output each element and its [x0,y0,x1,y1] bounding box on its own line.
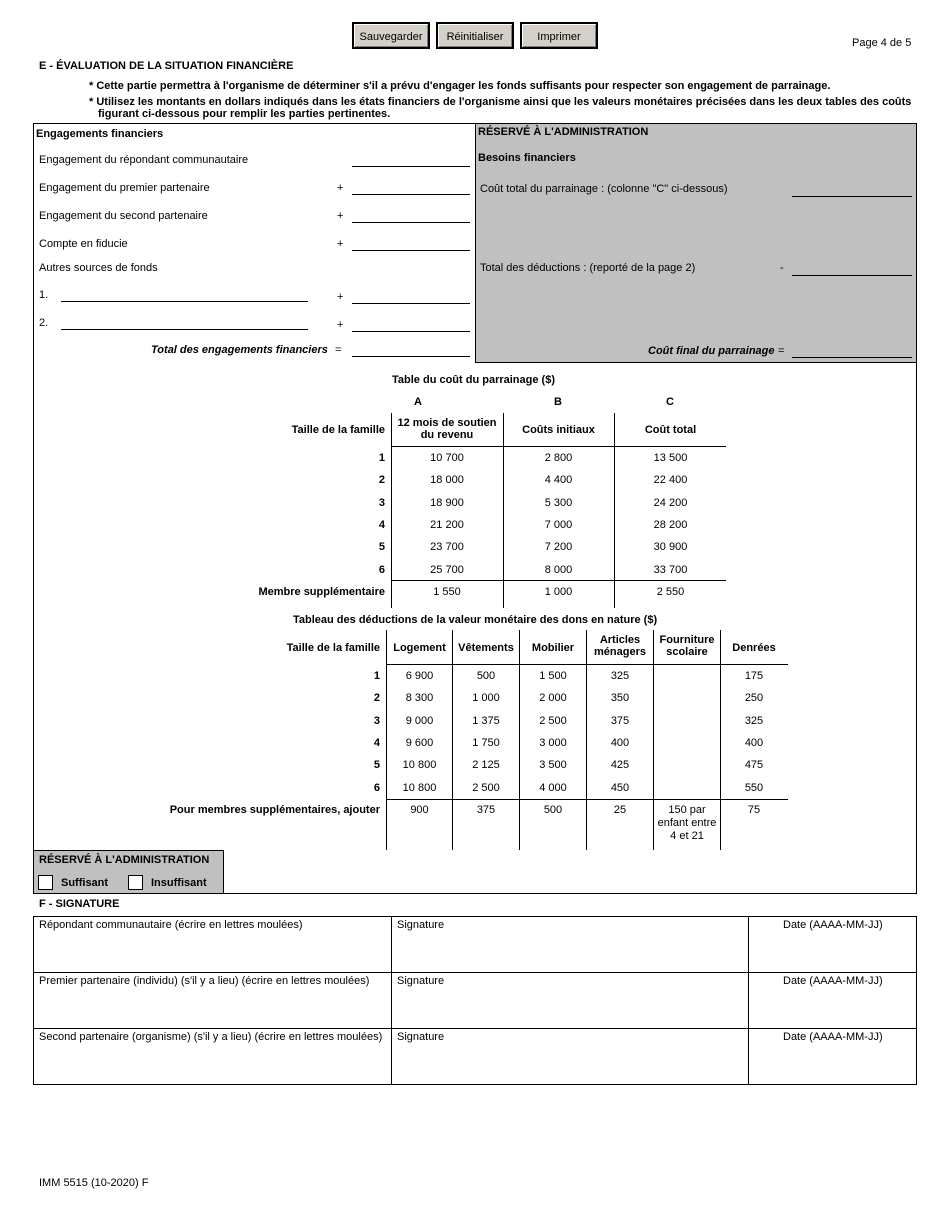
col-letter-b: B [554,396,562,408]
deduction-extra-cell: 75 [747,804,761,816]
plus-sign: + [337,291,344,303]
cost-cell-c: 33 700 [653,564,688,576]
deduction-table-title: Tableau des déductions de la valeur monétaire des dons en nature ($) [293,614,658,626]
cost-cell-b: 5 300 [544,497,573,509]
cost-row-size: 1 [378,452,385,464]
deduction-cell: 1 375 [472,715,500,727]
signature-row-rule [33,972,917,973]
cost-cell-b: 2 800 [544,452,573,464]
signature-date-field[interactable] [749,1045,915,1083]
deductions-field[interactable] [792,275,912,276]
cost-cell-b: 7 200 [544,541,573,553]
final-cost-label: Coût final du parrainage [648,345,775,357]
sufficient-checkbox[interactable] [38,875,53,890]
cost-table-header-rule [391,446,726,447]
equals-sign: = [335,344,342,356]
total-cost-field[interactable] [792,196,912,197]
cost-row-size: 4 [378,519,385,531]
signature-name-label: Répondant communautaire (écrire en lettres moulées) [39,919,303,931]
signature-field[interactable] [392,989,747,1027]
deduction-extra-cell: 375 [476,804,496,816]
plus-sign: + [337,238,344,250]
deduction-cell: 2 500 [472,782,500,794]
deduction-cell: 2 125 [472,759,500,771]
cost-col-header-b: Coûts initiaux [522,424,595,436]
signature-name-field[interactable] [34,989,390,1027]
sufficient-label: Suffisant [61,877,109,889]
second-partner-label: Engagement du second partenaire [39,210,208,222]
deduction-cell: 10 800 [402,759,437,771]
other-2-amount-field[interactable] [352,331,470,332]
deduction-cell: 1 000 [472,692,500,704]
cost-cell-c: 28 200 [653,519,688,531]
other-1-number: 1. [39,289,49,301]
signature-label: Signature [397,975,445,987]
note-1: * Cette partie permettra à l'organisme de déterminer s'il a prévu d'engager les fonds suffisants pour respecter son engagement de parrainage. [89,80,831,92]
cost-cell-b: 8 000 [544,564,573,576]
cost-extra-label: Membre supplémentaire [258,586,385,598]
deduction-table-rows-rule [386,799,788,800]
plus-sign: + [337,182,344,194]
deduction-cell: 250 [744,692,764,704]
deduction-col-header: Articles ménagers [594,634,646,658]
signature-label: Signature [397,1031,445,1043]
deduction-cell: 450 [610,782,630,794]
signature-date-label: Date (AAAA-MM-JJ) [783,975,883,987]
deduction-col-header: Vêtements [458,642,514,654]
community-field[interactable] [352,166,470,167]
deduction-row-size: 4 [373,737,380,749]
insufficient-label: Insuffisant [151,877,207,889]
deduction-row-size: 3 [373,715,380,727]
deduction-row-size: 5 [373,759,380,771]
form-code: IMM 5515 (10-2020) F [39,1177,149,1189]
deduction-cell: 4 000 [539,782,567,794]
total-commitments-field[interactable] [352,356,470,357]
other-2-description-field[interactable] [61,329,308,330]
signature-date-field[interactable] [749,989,915,1027]
other-1-description-field[interactable] [61,301,308,302]
cost-row-size: 6 [378,564,385,576]
trust-label: Compte en fiducie [39,238,128,250]
deduction-table-header-rule [386,664,788,665]
print-button[interactable]: Imprimer [520,22,598,49]
cost-extra-a: 1 550 [433,586,461,598]
deduction-cell: 175 [744,670,764,682]
deduction-cell: 425 [610,759,630,771]
cost-table-title: Table du coût du parrainage ($) [392,374,555,386]
cost-table-divider [503,413,504,608]
deduction-extra-label: Pour membres supplémentaires, ajouter [169,804,380,816]
deduction-cell: 400 [610,737,630,749]
insufficient-checkbox[interactable] [128,875,143,890]
deduction-cell: 500 [476,670,496,682]
col-letter-c: C [666,396,674,408]
total-commitments-label: Total des engagements financiers [151,344,328,356]
cost-cell-a: 18 000 [430,474,464,486]
cost-row-size: 5 [378,541,385,553]
signature-name-field[interactable] [34,1045,390,1083]
cost-table-rows-rule [391,580,726,581]
col-letter-a: A [414,396,422,408]
deduction-cell: 3 000 [539,737,567,749]
cost-cell-b: 4 400 [544,474,573,486]
signature-date-label: Date (AAAA-MM-JJ) [783,919,883,931]
deduction-cell: 8 300 [405,692,434,704]
cost-cell-c: 24 200 [653,497,688,509]
cost-col-header-a: 12 mois de soutien du revenu [397,417,497,441]
deduction-cell: 3 500 [539,759,567,771]
commitments-title: Engagements financiers [36,128,164,140]
reset-button[interactable]: Réinitialiser [436,22,514,49]
deduction-row-size: 1 [373,670,380,682]
deduction-cell: 6 900 [405,670,434,682]
deductions-label: Total des déductions : (reporté de la page 2) [480,262,696,274]
plus-sign: + [337,319,344,331]
cost-cell-a: 25 700 [430,564,464,576]
equals-sign: = [778,345,785,357]
cost-extra-c: 2 550 [656,586,685,598]
deduction-cell: 350 [610,692,630,704]
deduction-extra-cell: 900 [410,804,429,816]
deduction-extra-cell: 150 par enfant entre 4 et 21 [657,804,717,842]
admin-assessment-title: RÉSERVÉ À L'ADMINISTRATION [39,854,210,866]
second-partner-field[interactable] [352,222,470,223]
cost-cell-c: 22 400 [653,474,688,486]
deduction-cell: 400 [744,737,764,749]
cost-table-divider [614,413,615,608]
signature-name-label: Second partenaire (organisme) (s'il y a lieu) (écrire en lettres moulées) [39,1031,383,1043]
cost-extra-b: 1 000 [544,586,573,598]
signature-name-field[interactable] [34,933,390,971]
cost-cell-c: 30 900 [653,541,688,553]
deduction-cell: 1 750 [472,737,500,749]
signature-date-label: Date (AAAA-MM-JJ) [783,1031,883,1043]
deduction-cell: 325 [744,715,764,727]
first-partner-label: Engagement du premier partenaire [39,182,210,194]
other-2-number: 2. [39,317,49,329]
deduction-col-header: Logement [393,642,446,654]
deduction-extra-cell: 500 [543,804,563,816]
deduction-row-header: Taille de la famille [286,642,380,654]
deduction-cell: 325 [610,670,630,682]
cost-row-size: 2 [378,474,385,486]
signature-name-label: Premier partenaire (individu) (s'il y a lieu) (écrire en lettres moulées) [39,975,370,987]
deduction-cell: 1 500 [539,670,567,682]
community-label: Engagement du répondant communautaire [39,154,249,166]
deduction-col-header: Fourniture scolaire [659,634,715,658]
total-cost-label: Coût total du parrainage : (colonne "C" ci-dessous) [480,183,728,195]
plus-sign: + [337,210,344,222]
cost-cell-a: 18 900 [430,497,464,509]
cost-col-header-c: Coût total [644,424,697,436]
deduction-extra-cell: 25 [613,804,627,816]
final-cost-field[interactable] [792,357,912,358]
deduction-cell: 9 000 [405,715,434,727]
deduction-row-size: 2 [373,692,380,704]
other-1-amount-field[interactable] [352,303,470,304]
cost-cell-c: 13 500 [653,452,688,464]
save-button[interactable]: Sauvegarder [352,22,430,49]
section-f-title: F - SIGNATURE [39,898,120,910]
signature-row-rule [33,1028,917,1029]
cost-cell-b: 7 000 [544,519,573,531]
first-partner-field[interactable] [352,194,470,195]
minus-sign: - [780,262,784,274]
deduction-cell: 375 [610,715,630,727]
deduction-cell: 2 000 [539,692,567,704]
deduction-cell: 9 600 [405,737,434,749]
deduction-cell: 10 800 [402,782,437,794]
cost-cell-a: 10 700 [430,452,464,464]
deduction-row-size: 6 [373,782,380,794]
deduction-col-header: Mobilier [531,642,575,654]
note-2-cont: figurant ci-dessous pour remplir les parties pertinentes. [98,108,391,120]
deduction-cell: 475 [744,759,764,771]
section-e-title: E - ÉVALUATION DE LA SITUATION FINANCIÈRE [39,60,294,72]
signature-date-field[interactable] [749,933,915,971]
admin-subtitle: Besoins financiers [478,152,576,164]
signature-field[interactable] [392,1045,747,1083]
cost-table-divider [391,413,392,608]
admin-title: RÉSERVÉ À L'ADMINISTRATION [478,126,649,138]
note-2: * Utilisez les montants en dollars indiqués dans les états financiers de l'organisme ainsi que les valeurs monétaires précisées dans les deux tables des coûts [89,96,912,108]
cost-row-header: Taille de la famille [291,424,385,436]
trust-field[interactable] [352,250,470,251]
cost-cell-a: 23 700 [430,541,464,553]
deduction-col-header: Denrées [732,642,776,654]
page-number: Page 4 de 5 [852,37,912,49]
other-sources-label: Autres sources de fonds [39,262,158,274]
signature-label: Signature [397,919,445,931]
signature-field[interactable] [392,933,747,971]
deduction-cell: 550 [744,782,764,794]
cost-cell-a: 21 200 [430,519,464,531]
deduction-cell: 2 500 [539,715,567,727]
cost-row-size: 3 [378,497,385,509]
